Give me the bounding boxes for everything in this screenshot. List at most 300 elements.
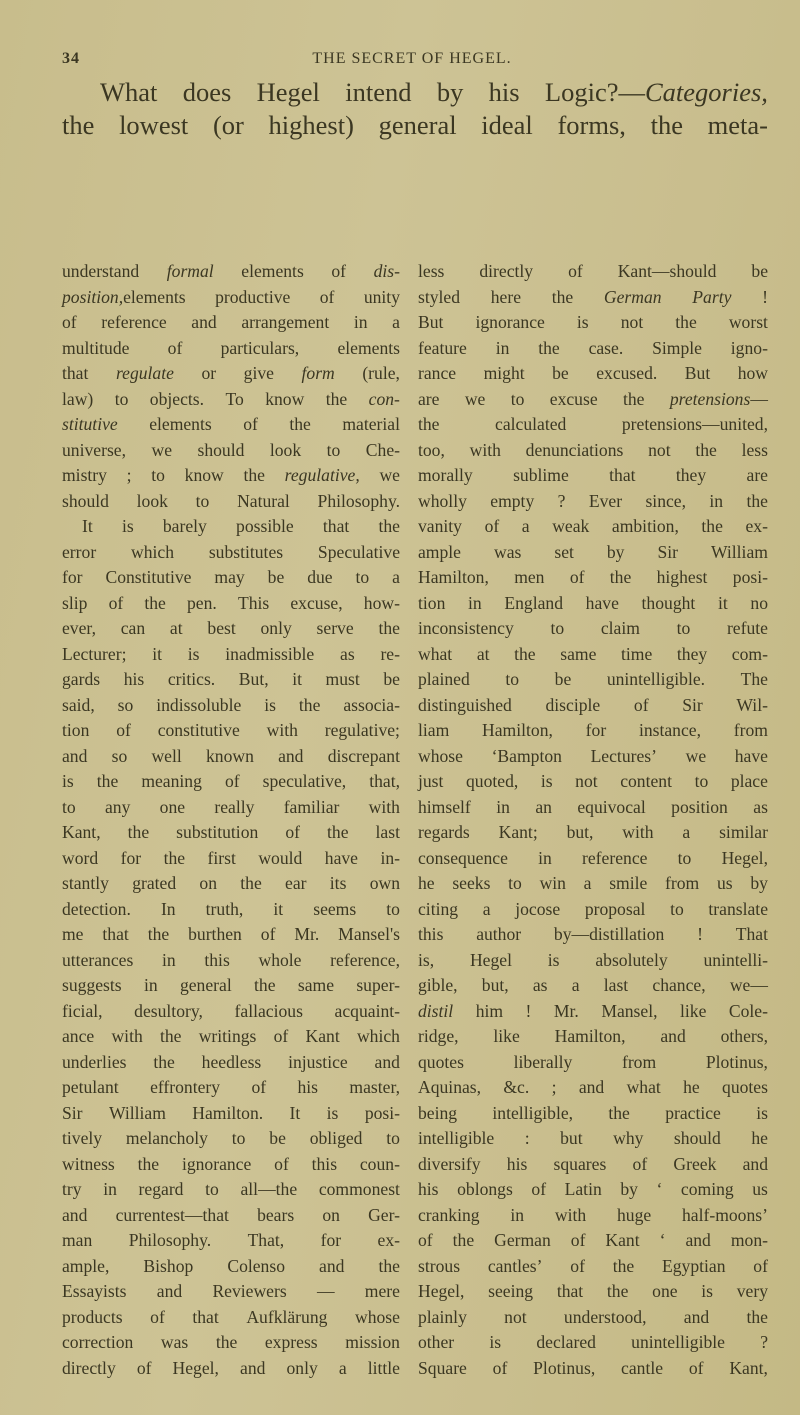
word: mere	[364, 1281, 400, 1301]
word: it	[717, 592, 728, 613]
word: with	[266, 720, 298, 740]
word: at	[169, 618, 183, 638]
word: the	[215, 1332, 238, 1352]
word: of	[492, 1357, 508, 1378]
word: equivocal	[577, 796, 646, 817]
text-line	[62, 871, 400, 897]
word: Constitutive	[105, 567, 192, 587]
word: is	[701, 1281, 714, 1301]
word: currentest—that	[115, 1204, 229, 1225]
word: and	[191, 312, 217, 332]
word: Ger-	[368, 1204, 400, 1225]
text-line	[418, 999, 768, 1025]
text-line	[418, 616, 768, 642]
word: look	[136, 490, 168, 511]
word: we—	[729, 975, 768, 995]
word: Bishop	[143, 1255, 194, 1276]
word: of	[285, 822, 300, 842]
word: inadmissible	[225, 643, 315, 664]
word: the	[538, 337, 560, 358]
text-line	[62, 336, 400, 362]
word: not	[620, 312, 644, 332]
word: desultory,	[134, 1000, 203, 1021]
word: the	[612, 1255, 635, 1276]
word: burthen	[188, 924, 242, 944]
word: Hamilton,	[554, 1026, 626, 1046]
word: the	[62, 110, 95, 140]
word: for	[120, 847, 142, 868]
word: feature	[418, 337, 467, 358]
word: excused.	[596, 363, 658, 383]
word: is	[62, 771, 74, 791]
word: intend	[345, 77, 412, 107]
word: slip	[62, 592, 88, 613]
text-line	[62, 1330, 400, 1356]
word: have	[324, 847, 358, 868]
word: ignorance	[475, 312, 545, 332]
word: one	[159, 796, 186, 817]
word: To	[225, 388, 244, 409]
text-line	[62, 973, 400, 999]
word: gible,	[418, 975, 458, 995]
word: strous	[418, 1255, 461, 1276]
text-line	[62, 591, 400, 617]
word: time	[621, 643, 653, 664]
word: worst	[728, 312, 768, 332]
word: ;	[126, 465, 132, 485]
word: for	[585, 720, 607, 740]
word: Mansel's	[338, 924, 400, 944]
word: they	[675, 465, 707, 485]
text-line	[418, 1228, 768, 1254]
word: com-	[731, 643, 768, 664]
word: stitutive	[62, 414, 118, 434]
word: in	[538, 847, 552, 868]
word: an	[535, 796, 552, 817]
text-line	[418, 1050, 768, 1076]
word: by	[436, 77, 464, 107]
word: one	[652, 1281, 678, 1301]
word: inconsistency	[418, 618, 514, 638]
word: of	[633, 694, 649, 715]
word: the	[608, 1102, 630, 1123]
word: the	[378, 1255, 400, 1276]
word: general	[179, 975, 232, 995]
text-line	[418, 1126, 768, 1152]
text-line	[62, 540, 400, 566]
word: dis-	[373, 261, 400, 281]
word: the	[96, 771, 119, 791]
word: smile	[609, 873, 648, 893]
word: critics.	[167, 669, 216, 689]
word: we	[685, 745, 707, 766]
word: they	[676, 643, 708, 664]
word: the	[137, 1153, 160, 1174]
word: the	[153, 1051, 175, 1072]
text-line	[62, 412, 400, 438]
word: but	[560, 1128, 583, 1148]
word: Hamilton,	[418, 567, 489, 587]
word: half-moons’	[681, 1204, 768, 1225]
word: he	[751, 1128, 768, 1148]
word: Hegel,	[721, 847, 768, 868]
word: vanity	[418, 516, 462, 536]
word: Hamilton.	[192, 1102, 264, 1123]
word: error	[62, 541, 97, 562]
word: but,	[481, 975, 509, 995]
word: translate	[708, 898, 768, 919]
word: less	[741, 439, 768, 460]
word: the	[147, 924, 170, 944]
word: be	[269, 1128, 286, 1148]
word: This	[237, 592, 270, 613]
word: declared	[536, 1332, 596, 1352]
word: so	[117, 694, 134, 715]
text-line	[62, 310, 400, 336]
word: posi-	[732, 567, 768, 587]
word: similar	[719, 822, 768, 842]
word: It	[289, 1102, 301, 1123]
word: Simple	[652, 337, 702, 358]
running-title: THE SECRET OF HEGEL.	[312, 50, 512, 67]
word: to	[550, 618, 565, 638]
word: coun-	[359, 1153, 400, 1174]
word: Plotinus,	[705, 1051, 768, 1072]
word: Kant,	[62, 822, 101, 842]
word: oblongs	[457, 1179, 513, 1199]
word: regulative;	[324, 720, 400, 740]
word: of	[274, 1153, 289, 1174]
word: quotes	[418, 1051, 464, 1072]
word: known	[205, 745, 254, 766]
text-line	[62, 514, 400, 540]
word: in	[510, 1204, 525, 1225]
word: in-	[380, 847, 400, 868]
word: of	[108, 592, 124, 613]
word: his	[123, 669, 145, 689]
word: why	[613, 1128, 644, 1148]
word: Hegel,	[418, 1281, 465, 1301]
text-line	[418, 336, 768, 362]
word: all—the	[240, 1179, 298, 1199]
word: heedless	[201, 1051, 262, 1072]
word: regulate	[115, 363, 174, 383]
word: Speculative	[317, 541, 400, 562]
word: quoted,	[465, 771, 519, 791]
word: forms,	[557, 110, 626, 140]
word: excuse	[549, 388, 598, 409]
word: melancholy	[125, 1128, 208, 1148]
text-line	[62, 948, 400, 974]
word: in	[353, 312, 368, 332]
word: cranking	[418, 1204, 480, 1225]
word: underlies	[62, 1051, 127, 1072]
word: and	[742, 1153, 768, 1174]
word: how	[737, 363, 768, 383]
word: must	[325, 669, 360, 689]
word: and	[374, 1051, 400, 1072]
text-line	[418, 973, 768, 999]
word: try	[62, 1179, 82, 1199]
word: styled	[418, 286, 461, 307]
text-line	[62, 1228, 400, 1254]
word: we	[151, 439, 172, 460]
word: practice	[665, 1102, 721, 1123]
word: a	[392, 567, 400, 587]
word: be	[554, 669, 572, 689]
word: intelligible,	[492, 1102, 574, 1123]
word: this	[311, 1153, 338, 1174]
word: he	[418, 873, 435, 893]
word: What	[100, 77, 158, 107]
word: would	[258, 847, 303, 868]
word: Kant,	[729, 1357, 768, 1378]
word: be	[751, 261, 768, 281]
word: whose	[355, 1306, 400, 1327]
word: is	[576, 312, 589, 332]
word: win	[539, 873, 566, 893]
word: the	[144, 592, 166, 613]
text-line	[62, 1254, 400, 1280]
word: is	[326, 1102, 339, 1123]
word: re-	[380, 643, 400, 664]
text-line	[62, 1152, 400, 1178]
word: discrepant	[327, 745, 400, 766]
word: the	[650, 110, 683, 140]
word: Natural	[237, 490, 290, 511]
word: gards	[62, 669, 101, 689]
word: first	[207, 847, 236, 868]
word: is	[547, 949, 560, 970]
word: of	[116, 720, 131, 740]
word: should	[673, 1128, 721, 1148]
word: case.	[588, 337, 624, 358]
word: of	[150, 1306, 165, 1327]
word: or	[201, 363, 217, 383]
word: from	[665, 873, 700, 893]
left-column	[62, 259, 400, 1381]
word: elements	[337, 337, 400, 358]
word: disciple	[545, 694, 601, 715]
word: of	[224, 771, 240, 791]
word: so	[111, 745, 128, 766]
text-line	[418, 463, 768, 489]
word: said,	[62, 694, 95, 715]
word: only	[260, 618, 292, 638]
word: products	[62, 1306, 123, 1327]
word: of	[568, 261, 583, 281]
word: But	[684, 363, 711, 383]
word: coming	[680, 1179, 734, 1199]
word: us	[716, 873, 733, 893]
word: with	[554, 1204, 587, 1225]
word: should	[62, 490, 109, 511]
word: the	[327, 822, 349, 842]
word: a	[571, 975, 580, 995]
word: very	[736, 1281, 768, 1301]
word: ever,	[62, 618, 96, 638]
word: can	[120, 618, 146, 638]
word: effrontery	[150, 1077, 221, 1097]
word: a	[521, 516, 530, 536]
word: meta-	[707, 110, 768, 140]
word: is	[264, 694, 276, 715]
word: express	[264, 1332, 318, 1352]
word: the	[609, 567, 632, 587]
word: material	[342, 414, 400, 434]
word: himself	[418, 796, 471, 817]
word: as	[532, 975, 548, 995]
word: plainly	[418, 1306, 467, 1327]
text-line	[62, 1024, 400, 1050]
word: ance	[62, 1026, 95, 1046]
word: reference,	[330, 949, 400, 970]
word: the	[240, 873, 262, 893]
text-line	[418, 667, 768, 693]
text-line	[418, 259, 768, 285]
word: his	[488, 77, 520, 107]
word: to	[62, 796, 76, 817]
text-line	[62, 1177, 400, 1203]
word: mistry	[62, 465, 107, 485]
text-line	[62, 999, 400, 1025]
word: formal	[166, 261, 214, 281]
text-line	[418, 1075, 768, 1101]
word: of	[251, 1077, 267, 1097]
text-line	[418, 412, 768, 438]
word: the	[127, 822, 150, 842]
word: the	[254, 975, 276, 995]
word: grated	[132, 873, 177, 893]
word: by	[750, 873, 768, 893]
word: constitutive	[157, 720, 240, 740]
word: cantle	[621, 1357, 664, 1378]
word: Hegel	[256, 77, 320, 107]
word: little	[367, 1357, 400, 1378]
word: associa-	[343, 694, 400, 715]
word: serve	[316, 618, 354, 638]
text-line	[62, 667, 400, 693]
word: !	[525, 1000, 532, 1021]
word: Party	[692, 286, 732, 307]
word: position	[671, 796, 728, 817]
word: a	[583, 873, 592, 893]
word: was	[160, 1332, 189, 1352]
word: man	[62, 1230, 93, 1250]
word: to	[386, 1128, 400, 1148]
word: quotes	[722, 1077, 768, 1097]
word: writings	[198, 1026, 257, 1046]
text-line	[418, 1356, 768, 1382]
word: be	[267, 567, 285, 587]
word: German	[603, 286, 662, 307]
text-line	[62, 744, 400, 770]
word: the	[551, 286, 574, 307]
word: arrangement	[241, 312, 330, 332]
word: elements	[241, 261, 304, 281]
word: tion	[418, 592, 446, 613]
word: productive	[215, 286, 291, 307]
word: regard	[138, 1179, 184, 1199]
word: barely	[162, 516, 207, 536]
word: truth,	[205, 898, 244, 919]
word: absolutely	[595, 949, 668, 970]
word: The	[740, 669, 768, 689]
word: Cole-	[728, 1000, 768, 1021]
word: he	[683, 1077, 700, 1097]
word: !	[762, 286, 768, 307]
word: his	[506, 1153, 528, 1174]
word: meaning	[141, 771, 202, 791]
word: highest)	[268, 110, 354, 140]
word: and	[578, 1077, 605, 1097]
word: ficial,	[62, 1000, 103, 1021]
word: directly	[62, 1357, 116, 1378]
word: unity	[363, 286, 400, 307]
text-line	[62, 259, 400, 285]
word: us	[752, 1179, 768, 1199]
word: Sir	[657, 541, 678, 562]
word: in	[103, 1179, 117, 1199]
word: Lecturer;	[62, 643, 127, 664]
word: that	[609, 465, 636, 485]
word: Greek	[673, 1153, 717, 1174]
word: the	[452, 1230, 475, 1250]
text-line	[418, 361, 768, 387]
word: ridge,	[418, 1026, 459, 1046]
word: me	[62, 924, 84, 944]
word: liberally	[513, 1051, 573, 1072]
word: tion	[62, 720, 90, 740]
word: Mr.	[294, 924, 320, 944]
word: like	[493, 1026, 520, 1046]
text-line	[418, 1330, 768, 1356]
word: commonest	[318, 1179, 400, 1199]
text-line	[418, 1279, 768, 1305]
word: only	[286, 1357, 318, 1378]
word: form	[301, 363, 335, 383]
word: Essayists	[62, 1281, 127, 1301]
word: what	[626, 1077, 661, 1097]
word: other	[418, 1332, 455, 1352]
text-line	[62, 489, 400, 515]
word: not	[575, 771, 598, 791]
word: not	[648, 439, 671, 460]
word: ‘Bampton	[491, 745, 562, 766]
word: correction	[62, 1332, 134, 1352]
word: morally	[418, 465, 473, 485]
word: of	[167, 337, 183, 358]
word: of	[273, 1026, 289, 1046]
word: In	[160, 898, 176, 919]
text-line	[418, 1024, 768, 1050]
word: might	[483, 363, 525, 383]
word: in	[496, 796, 510, 817]
word: to	[326, 439, 341, 460]
word: ex-	[377, 1230, 400, 1250]
word: same	[297, 975, 335, 995]
word: general	[378, 110, 457, 140]
word: know	[184, 465, 224, 485]
text-line	[62, 1075, 400, 1101]
text-line	[418, 438, 768, 464]
word: But	[418, 312, 444, 332]
text-line	[62, 846, 400, 872]
word: the	[623, 388, 645, 409]
word: any	[104, 796, 131, 817]
word: Sir	[682, 694, 703, 715]
word: tively	[62, 1128, 103, 1148]
